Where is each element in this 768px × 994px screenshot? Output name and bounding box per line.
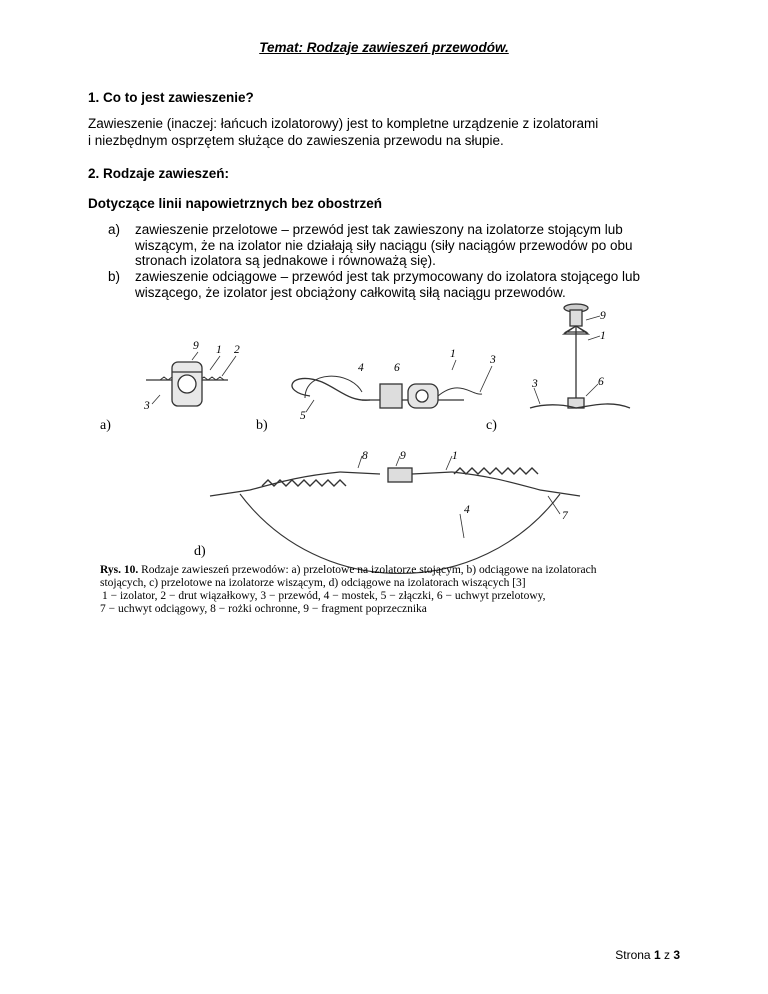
part-number: 5 [300, 410, 306, 422]
caption-line-1: Rys. 10. Rodzaje zawieszeń przewodów: a) przelotowe na izolatorze stojącym, b) odciągowe na izolatorach [100, 564, 597, 576]
figure-label-d: d) [194, 544, 206, 559]
figure-label-c: c) [486, 418, 497, 433]
suspension-figure [100, 300, 670, 620]
list-line: zawieszenie odciągowe – przewód jest tak przymocowany do izolatora stojącego lub [135, 269, 641, 284]
part-number: 3 [532, 378, 538, 390]
part-number: 7 [562, 510, 568, 522]
caption-line-3: 1 − izolator, 2 − drut wiązałkowy, 3 − przewód, 4 − mostek, 5 − złączki, 6 − uchwyt przelotowy, [102, 590, 546, 602]
section1-line-2: i niezbędnym osprzętem służące do zawieszenia przewodu na słupie. [88, 133, 504, 148]
figure-b-drawing [292, 360, 492, 412]
part-number: 8 [362, 450, 368, 462]
part-number: 9 [193, 340, 199, 352]
figure-a-drawing [146, 352, 236, 406]
part-number: 1 [216, 344, 222, 356]
part-number: 9 [600, 310, 606, 322]
footer-total: 3 [673, 948, 680, 962]
page-title: Temat: Rodzaje zawieszeń przewodów. [259, 40, 509, 55]
section1-line-1: Zawieszenie (inaczej: łańcuch izolatorowy) jest to kompletne urządzenie z izolatorami [88, 116, 599, 131]
list-line: zawieszenie przelotowe – przewód jest tak zawieszony na izolatorze stojącym lub [135, 222, 623, 237]
figure-d-drawing [210, 456, 580, 574]
footer-page: 1 [653, 948, 661, 962]
list-item [108, 222, 708, 269]
figure-label-a: a) [100, 418, 111, 433]
caption-line-4: 7 − uchwyt odciągowy, 8 − rożki ochronne, 9 − fragment poprzecznika [100, 603, 427, 615]
page-footer [615, 948, 680, 962]
section2-subheading: Dotyczące linii napowietrznych bez obostrzeń [88, 196, 383, 211]
part-number: 1 [452, 450, 458, 462]
part-number: 1 [600, 330, 606, 342]
figure-label-b: b) [256, 418, 268, 433]
caption-line-2: stojących, c) przelotowe na izolatorze wiszącym, d) odciągowe na izolatorach wiszących [3] [100, 577, 526, 589]
part-number: 9 [400, 450, 406, 462]
part-number: 3 [490, 354, 496, 366]
part-number: 3 [144, 400, 150, 412]
footer-sep: z [660, 948, 674, 962]
list-line: wiszącego, że izolator jest obciążony całkowitą siłą naciągu przewodów. [135, 284, 566, 300]
part-number: 6 [394, 362, 400, 374]
list-marker: b) [108, 269, 121, 284]
footer-prefix: Strona [615, 948, 654, 962]
list-line: stronach izolatora są jednakowe i równoważą się). [135, 253, 436, 268]
list-item [108, 269, 708, 300]
part-number: 2 [234, 344, 240, 356]
caption-lead: Rys. 10. [100, 564, 139, 576]
part-number: 4 [358, 362, 364, 374]
part-number: 1 [450, 348, 456, 360]
list-line: wiszącym, że na izolator nie działają siły naciągu (siły naciągów przewodów po obu [135, 237, 633, 253]
list-marker: a) [108, 222, 121, 237]
figure-c-drawing [530, 304, 630, 408]
part-number: 4 [464, 504, 470, 516]
section2-heading: 2. Rodzaje zawieszeń: [88, 166, 230, 181]
section1-heading: 1. Co to jest zawieszenie? [88, 90, 254, 105]
figure-caption [100, 564, 670, 616]
part-number: 6 [598, 376, 604, 388]
